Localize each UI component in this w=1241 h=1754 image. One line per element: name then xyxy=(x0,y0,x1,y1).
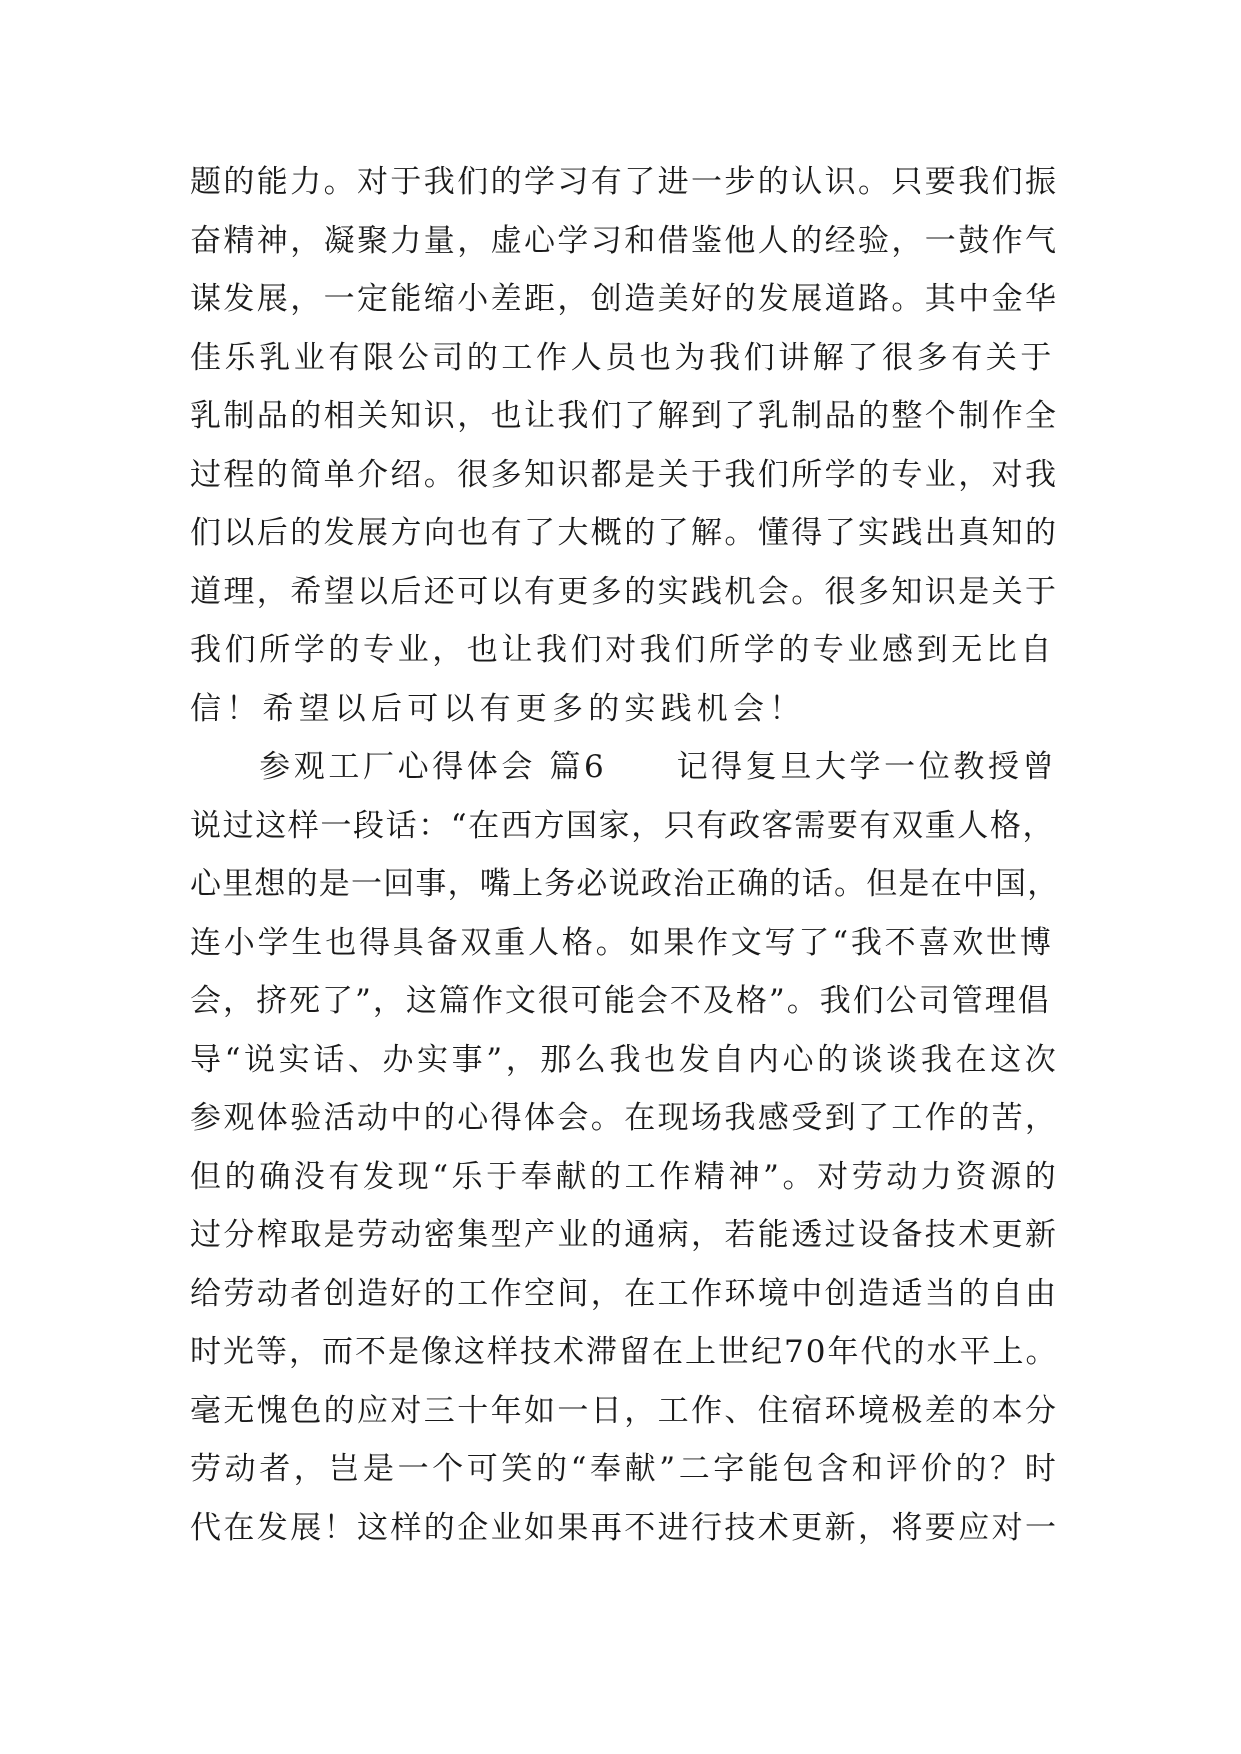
text-line-1: 题的能力。对于我们的学习有了进一步的认识。只要我们振 xyxy=(190,164,1059,200)
text-line-23: 劳动者，岂是一个可笑的“奉献”二字能包含和评价的？时 xyxy=(190,1451,1060,1487)
text-line-8: 道理，希望以后还可以有更多的实践机会。很多知识是关于 xyxy=(190,573,1059,610)
text-line-9: 我们所学的专业，也让我们对我们所学的专业感到无比自 xyxy=(190,632,1055,668)
text-line-20: 给劳动者创造好的工作空间，在工作环境中创造适当的自由 xyxy=(190,1275,1059,1312)
text-line-12: 说过这样一段话：“在西方国家，只有政客需要有双重人格， xyxy=(190,807,1056,844)
text-line-13: 心里想的是一回事，嘴上务必说政治正确的话。但是在中国， xyxy=(190,866,1060,902)
text-line-5: 乳制品的相关知识，也让我们了解到了乳制品的整个制作全 xyxy=(190,398,1059,434)
text-line-21: 时光等，而不是像这样技术滞留在上世纪70年代的水平上。 xyxy=(190,1334,1059,1370)
text-line-18: 但的确没有发现“乐于奉献的工作精神”。对劳动力资源的 xyxy=(190,1158,1060,1195)
text-line-4: 佳乐乳业有限公司的工作人员也为我们讲解了很多有关于 xyxy=(190,339,1055,376)
text-line-24: 代在发展！这样的企业如果再不进行技术更新，将要应对一 xyxy=(190,1509,1059,1546)
text-line-7: 们以后的发展方向也有了大概的了解。懂得了实践出真知的 xyxy=(190,515,1059,551)
section-heading-line: 参观工厂心得体会 篇6 记得复旦大学一位教授曾 xyxy=(190,749,1058,785)
text-line-16: 导“说实话、办实事”，那么我也发自内心的谈谈我在这次 xyxy=(190,1041,1060,1078)
text-line-2: 奋精神，凝聚力量，虚心学习和借鉴他人的经验，一鼓作气 xyxy=(190,222,1059,259)
text-line-14: 连小学生也得具备双重人格。如果作文写了“我不喜欢世博 xyxy=(190,924,1054,961)
text-line-10: 信！希望以后可以有更多的实践机会！ xyxy=(190,690,806,727)
text-line-17: 参观体验活动中的心得体会。在现场我感受到了工作的苦， xyxy=(190,1100,1059,1136)
text-line-6: 过程的简单介绍。很多知识都是关于我们所学的专业，对我 xyxy=(190,456,1059,493)
text-line-22: 毫无愧色的应对三十年如一日，工作、住宿环境极差的本分 xyxy=(190,1392,1059,1429)
text-line-15: 会，挤死了”，这篇作文很可能会不及格”。我们公司管理倡 xyxy=(190,983,1051,1019)
body-text xyxy=(190,153,1060,1557)
text-line-3: 谋发展，一定能缩小差距，创造美好的发展道路。其中金华 xyxy=(190,281,1059,317)
text-line-19: 过分榨取是劳动密集型产业的通病，若能透过设备技术更新 xyxy=(190,1217,1059,1253)
